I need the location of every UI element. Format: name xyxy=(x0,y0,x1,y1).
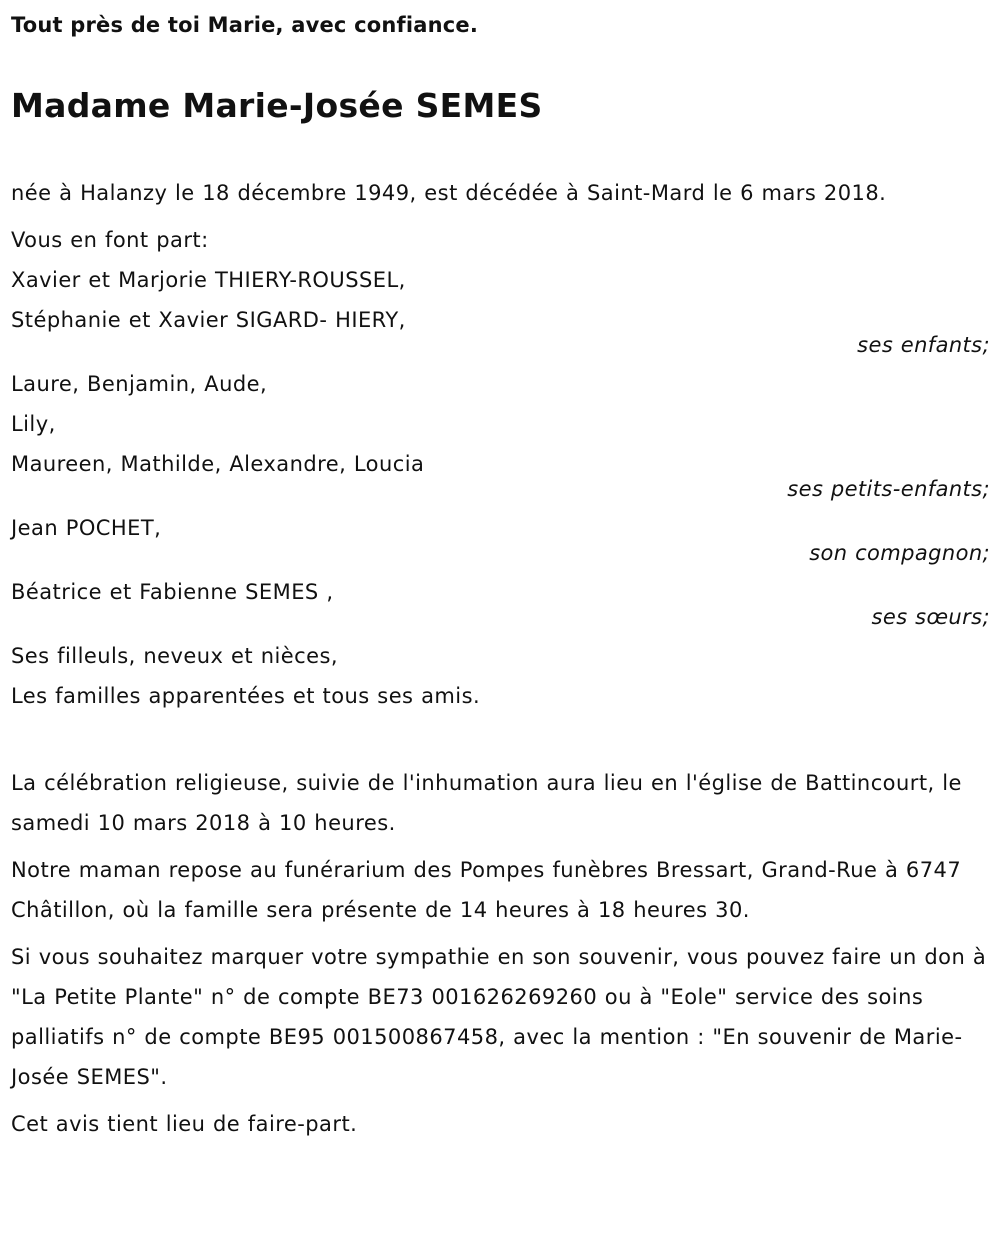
birth-death-statement: née à Halanzy le 18 décembre 1949, est décédée à Saint-Mard le 6 mars 2018. xyxy=(11,181,887,205)
family-name-line: Xavier et Marjorie THIERY-ROUSSEL, xyxy=(11,268,406,292)
extended-family xyxy=(11,636,990,716)
relation-label: ses enfants; xyxy=(857,333,990,357)
family-announcement xyxy=(11,220,990,716)
relation-label: ses petits-enfants; xyxy=(787,477,990,501)
ceremony-details: La célébration religieuse, suivie de l'inhumation aura lieu en l'église de Battincourt, le samedi 10 mars 2018 à 10 heures. xyxy=(11,771,962,835)
motto: Tout près de toi Marie, avec confiance. xyxy=(11,13,479,37)
family-group-companion xyxy=(11,508,990,565)
donation-details: Si vous souhaitez marquer votre sympathie en son souvenir, vous pouvez faire un don à "La Petite Plante" n° de compte BE73 001626269260 ou à "Eole" service des soins palliatifs n° de compte BE95 001500867458, avec la mention : "En souvenir de Marie-Josée SEMES". xyxy=(11,945,987,1089)
extended-family-line: Les familles apparentées et tous ses amis. xyxy=(11,684,481,708)
family-group-sisters xyxy=(11,572,990,629)
deceased-name-title: Madame Marie-Josée SEMES xyxy=(11,86,543,125)
family-name-line: Laure, Benjamin, Aude, xyxy=(11,372,268,396)
relation-label: son compagnon; xyxy=(809,541,990,565)
family-name-line: Béatrice et Fabienne SEMES , xyxy=(11,580,334,604)
announcement-intro: Vous en font part: xyxy=(11,228,209,252)
family-name-line: Stéphanie et Xavier SIGARD- HIERY, xyxy=(11,308,406,332)
viewing-details: Notre maman repose au funérarium des Pompes funèbres Bressart, Grand-Rue à 6747 Châtillon, où la famille sera présente de 14 heures à 18 heures 30. xyxy=(11,858,962,922)
relation-label: ses sœurs; xyxy=(871,605,990,629)
family-name-line: Jean POCHET, xyxy=(11,516,162,540)
family-name-line: Maureen, Mathilde, Alexandre, Loucia xyxy=(11,452,425,476)
family-group-grandchildren xyxy=(11,364,990,501)
family-group-children xyxy=(11,260,990,357)
extended-family-line: Ses filleuls, neveux et nièces, xyxy=(11,644,339,668)
closing-note: Cet avis tient lieu de faire-part. xyxy=(11,1112,358,1136)
family-name-line: Lily, xyxy=(11,412,56,436)
